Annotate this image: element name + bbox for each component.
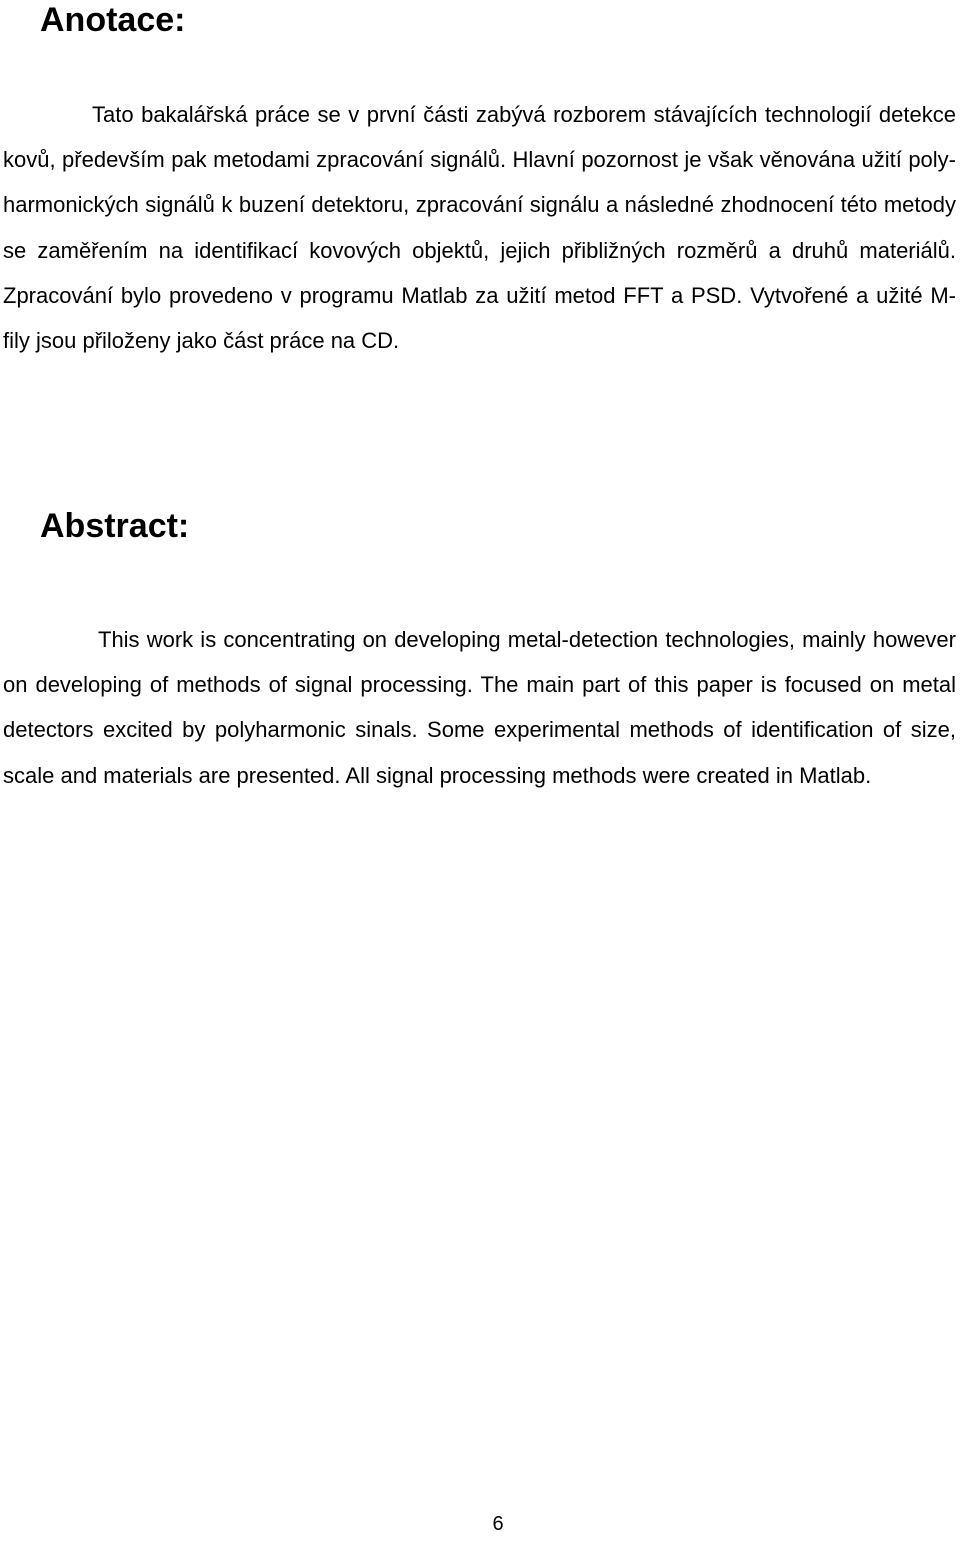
abstract-heading: Abstract: xyxy=(40,507,190,545)
abstract-paragraph: This work is concentrating on developing metal-detection technologies, mainly however on developing of methods of signal processing. The main part of this paper is focused on metal detectors excited by polyharmonic sinals. Some experimental methods of identification of size, scale and materials are presented. All signal processing methods were created in Matlab. xyxy=(3,627,956,788)
page-number: 6 xyxy=(492,1513,504,1535)
anotace-paragraph: Tato bakalářská práce se v první části zabývá rozborem stávajících technologií detekce kovů, především pak metodami zpracování signálů. Hlavní pozornost je však věnována užití poly-harmonických signálů k buzení detektoru, zpracování signálu a následné zhodnocení této metody se zaměřením na identifikací kovových objektů, jejich přibližných rozměrů a druhů materiálů. Zpracování bylo provedeno v programu Matlab za užití metod FFT a PSD. Vytvořené a užité M-fily jsou přiloženy jako část práce na CD. xyxy=(3,102,956,354)
anotace-heading: Anotace: xyxy=(40,1,186,39)
